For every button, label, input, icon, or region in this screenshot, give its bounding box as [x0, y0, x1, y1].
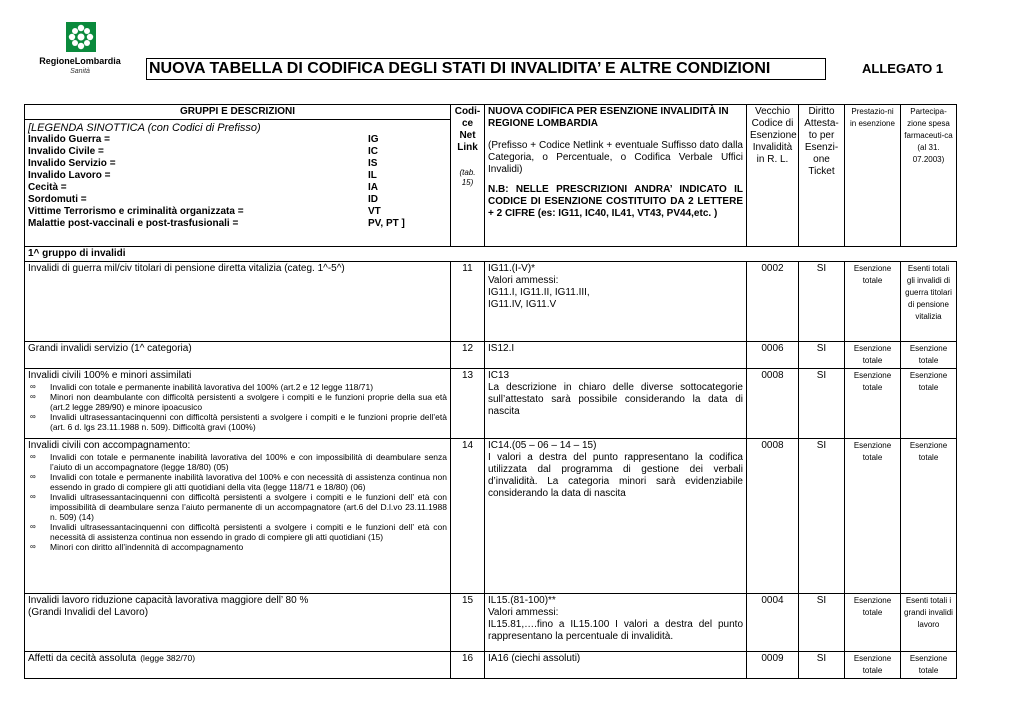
legend-item	[28, 158, 447, 170]
row-diritto: SI	[799, 262, 845, 342]
logo	[30, 18, 130, 78]
row-description	[25, 652, 451, 679]
table-row	[25, 594, 957, 652]
row-description-text: Grandi invalidi servizio (1^ categoria)	[28, 343, 192, 354]
sub-category-item: ∞ Invalidi con totale e permanente inabilità lavorativa del 100% e con necessità di assistenza continua non essendo in grado di compiere gli atti quotidiani della vita (legge 118/71 e 18/80) (06)	[50, 472, 447, 492]
legend-item-label: Malattie post-vaccinali e post-trasfusionali =	[28, 218, 239, 229]
row-vecchio-codice: 0002	[747, 262, 799, 342]
row-code: 12	[451, 342, 485, 369]
row-description-text: (Grandi Invalidi del Lavoro)	[28, 607, 149, 618]
row-nuova-codifica	[485, 342, 747, 369]
legend-item-code: IS	[368, 158, 378, 169]
header-prestazioni: Prestazio-ni in esenzione	[845, 105, 901, 247]
row-prestazioni: Esenzione totale	[845, 342, 901, 369]
row-nuova-codifica	[485, 594, 747, 652]
row-description-text: Invalidi di guerra mil/civ titolari di pensione diretta vitalizia (categ. 1^-5^)	[28, 263, 345, 274]
nuova-codifica-line: IS12.I	[488, 343, 515, 354]
gruppo-row	[25, 247, 957, 262]
legend-cell	[25, 105, 451, 247]
sub-category-item: ∞ Invalidi ultrasessantacinquenni con difficoltà persistenti a svolgere i compiti e le funzioni dell’ età con necessità di assistenza continua non essendo in grado di compiere gli atti quotidiani (15)	[50, 522, 447, 542]
row-vecchio-codice: 0009	[747, 652, 799, 679]
legend-item	[28, 146, 447, 158]
row-partecipa: Esenzione totale	[901, 652, 957, 679]
row-description-text: Affetti da cecità assoluta	[28, 653, 137, 664]
legend-item-code: ID	[368, 194, 378, 205]
allegato-label: ALLEGATO 1	[862, 61, 944, 76]
header-codice-label: Codi-ce Net Link	[454, 106, 481, 153]
sub-category-item: ∞ Minori con diritto all’indennità di accompagnamento	[50, 542, 447, 552]
gruppo-label: 1^ gruppo di invalidi	[25, 247, 957, 262]
header-row	[25, 105, 957, 247]
sub-category-list	[28, 452, 447, 552]
row-description	[25, 342, 451, 369]
legend-list	[28, 134, 447, 230]
legend-item-label: Vittime Terrorismo e criminalità organizzata =	[28, 206, 244, 217]
header-vecchio: Vecchio Codice di Esenzione Invalidità in R. L.	[747, 105, 799, 247]
row-description-text: Invalidi lavoro riduzione capacità lavorativa maggiore dell’ 80 %	[28, 595, 309, 606]
legend-item	[28, 134, 447, 146]
legend-item	[28, 194, 447, 206]
legend-item-label: Invalido Civile =	[28, 146, 104, 157]
legend-item-label: Cecità =	[28, 182, 67, 193]
row-vecchio-codice: 0008	[747, 369, 799, 439]
row-diritto: SI	[799, 594, 845, 652]
nuova-codifica-line: IL15.81,….fino a IL15.100 I valori a destra del punto rappresentano la percentuale di invalidità.	[488, 619, 743, 642]
nuova-codifica-line: IC13	[488, 370, 510, 381]
row-diritto: SI	[799, 342, 845, 369]
sub-category-item: ∞ Invalidi con totale e permanente inabilità lavorativa del 100% e con impossibilità di deambulare senza l’aiuto di un accompagnatore (legge 18/80) (05)	[50, 452, 447, 472]
legend-item-code: PV, PT ]	[368, 218, 405, 229]
header-nuova-title: NUOVA CODIFICA PER ESENZIONE INVALIDITÀ IN REGIONE LOMBARDIA	[488, 106, 729, 129]
logo-name: RegioneLombardia	[39, 56, 121, 66]
logo-subtitle: Sanità	[70, 68, 90, 75]
row-partecipa: Esenzione totale	[901, 369, 957, 439]
legend-item-label: Invalido Lavoro =	[28, 170, 111, 181]
row-nuova-codifica	[485, 369, 747, 439]
header-codice	[451, 105, 485, 247]
header-nuova-nb: N.B: NELLE PRESCRIZIONI ANDRA’ INDICATO IL CODICE DI ESENZIONE COSTITUITO DA 2 LETTERE + 2 CIFRE (es: IG11, IC40, IL41, VT43, PV44,etc. )	[488, 184, 743, 219]
legend-item-code: VT	[368, 206, 381, 217]
header-nuova-desc: (Prefisso + Codice Netlink + eventuale Suffisso dato dalla Categoria, o Percentuale, o Codifica Verbale Uffici Invalidi)	[488, 140, 743, 175]
sub-category-item: ∞ Invalidi con totale e permanente inabilità lavorativa del 100% (art.2 e 12 legge 118/71)	[50, 382, 447, 392]
row-code: 11	[451, 262, 485, 342]
row-description	[25, 262, 451, 342]
row-nuova-codifica	[485, 439, 747, 594]
regione-lombardia-logo-icon	[66, 22, 96, 52]
legend-item	[28, 206, 447, 218]
nuova-codifica-line: IL15.(81-100)**	[488, 595, 556, 606]
row-diritto: SI	[799, 439, 845, 594]
legend-item-code: IA	[368, 182, 378, 193]
sub-category-item: ∞ Invalidi ultrasessantacinquenni con difficoltà persistenti a svolgere i compiti e le funzioni dell’ età con impossibilità di deambulare senza l’aiuto permanente di un accompagnatore (art.6 del D.l.vo 23.11.1988 n. 509) (14)	[50, 492, 447, 522]
document-title: NUOVA TABELLA DI CODIFICA DEGLI STATI DI INVALIDITA’ E ALTRE CONDIZIONI	[146, 58, 826, 80]
row-vecchio-codice: 0004	[747, 594, 799, 652]
row-vecchio-codice: 0006	[747, 342, 799, 369]
row-vecchio-codice: 0008	[747, 439, 799, 594]
row-nuova-codifica	[485, 262, 747, 342]
row-description	[25, 439, 451, 594]
row-nuova-codifica	[485, 652, 747, 679]
header-gruppi: GRUPPI E DESCRIZIONI	[25, 106, 450, 120]
row-code: 16	[451, 652, 485, 679]
legend-item-code: IL	[368, 170, 377, 181]
row-partecipa: Esenzione totale	[901, 439, 957, 594]
row-description	[25, 369, 451, 439]
nuova-codifica-line: IG11.IV, IG11.V	[488, 299, 557, 310]
row-partecipa: Esenti totali gli invalidi di guerra titolari di pensione vitalizia	[901, 262, 957, 342]
header-diritto: Diritto Attesta-to per Esenzi-one Ticket	[799, 105, 845, 247]
row-prestazioni: Esenzione totale	[845, 369, 901, 439]
legend-title: [LEGENDA SINOTTICA (con Codici di Prefisso)	[28, 122, 261, 134]
header-partecipa: Partecipa-zione spesa farmaceuti-ca (al 31. 07.2003)	[901, 105, 957, 247]
legend-item	[28, 170, 447, 182]
sub-category-item: ∞ Minori non deambulante con difficoltà persistenti a svolgere i compiti e le funzioni proprie della sua età (art.2 legge 289/90) e minore ipoacusico	[50, 392, 447, 412]
row-description-note: (legge 382/70)	[140, 653, 196, 663]
nuova-codifica-line: La descrizione in chiaro delle diverse sottocategorie sull’attestato sarà possibile considerando la data di nascita	[488, 382, 743, 417]
table-row	[25, 369, 957, 439]
nuova-codifica-line: IG11.(I-V)*	[488, 263, 536, 274]
legend-item	[28, 182, 447, 194]
nuova-codifica-line: IA16 (ciechi assoluti)	[488, 653, 581, 664]
table-row	[25, 439, 957, 594]
legend-item-code: IG	[368, 134, 379, 145]
table-row	[25, 652, 957, 679]
sub-category-list	[28, 382, 447, 432]
table-row	[25, 342, 957, 369]
row-prestazioni: Esenzione totale	[845, 594, 901, 652]
codifica-table	[24, 104, 957, 679]
row-description-text: Invalidi civili con accompagnamento:	[28, 440, 191, 451]
header-nuova	[485, 105, 747, 247]
row-partecipa: Esenzione totale	[901, 342, 957, 369]
sub-category-item: ∞ Invalidi ultrasessantacinquenni con difficoltà persistenti a svolgere i compiti e le funzioni proprie dell’età (art. 6 d. lgs 23.11.1988 n. 509). Difficoltà gravi (100%)	[50, 412, 447, 432]
row-code: 13	[451, 369, 485, 439]
header-tab: (tab. 15)	[459, 168, 476, 187]
row-description-text: Invalidi civili 100% e minori assimilati	[28, 370, 192, 381]
row-prestazioni: Esenzione totale	[845, 262, 901, 342]
row-description	[25, 594, 451, 652]
row-prestazioni: Esenzione totale	[845, 439, 901, 594]
legend-item-label: Invalido Guerra =	[28, 134, 110, 145]
row-diritto: SI	[799, 369, 845, 439]
legend-item-label: Sordomuti =	[28, 194, 87, 205]
nuova-codifica-line: I valori a destra del punto rappresentano la codifica utilizzata dal programma di gestione dei verbali d’invalidità. La categoria minori sarà evidenziabile considerando la data di nascita	[488, 452, 743, 499]
row-partecipa: Esenti totali i grandi invalidi lavoro	[901, 594, 957, 652]
row-code: 14	[451, 439, 485, 594]
row-code: 15	[451, 594, 485, 652]
row-prestazioni: Esenzione totale	[845, 652, 901, 679]
nuova-codifica-line: IG11.I, IG11.II, IG11.III,	[488, 287, 590, 298]
legend-item-label: Invalido Servizio =	[28, 158, 116, 169]
nuova-codifica-line: Valori ammessi:	[488, 607, 559, 618]
legend-item-code: IC	[368, 146, 378, 157]
table-row	[25, 262, 957, 342]
nuova-codifica-line: IC14.(05 – 06 – 14 – 15)	[488, 440, 597, 451]
nuova-codifica-line: Valori ammessi:	[488, 275, 559, 286]
row-diritto: SI	[799, 652, 845, 679]
legend-item	[28, 218, 447, 230]
